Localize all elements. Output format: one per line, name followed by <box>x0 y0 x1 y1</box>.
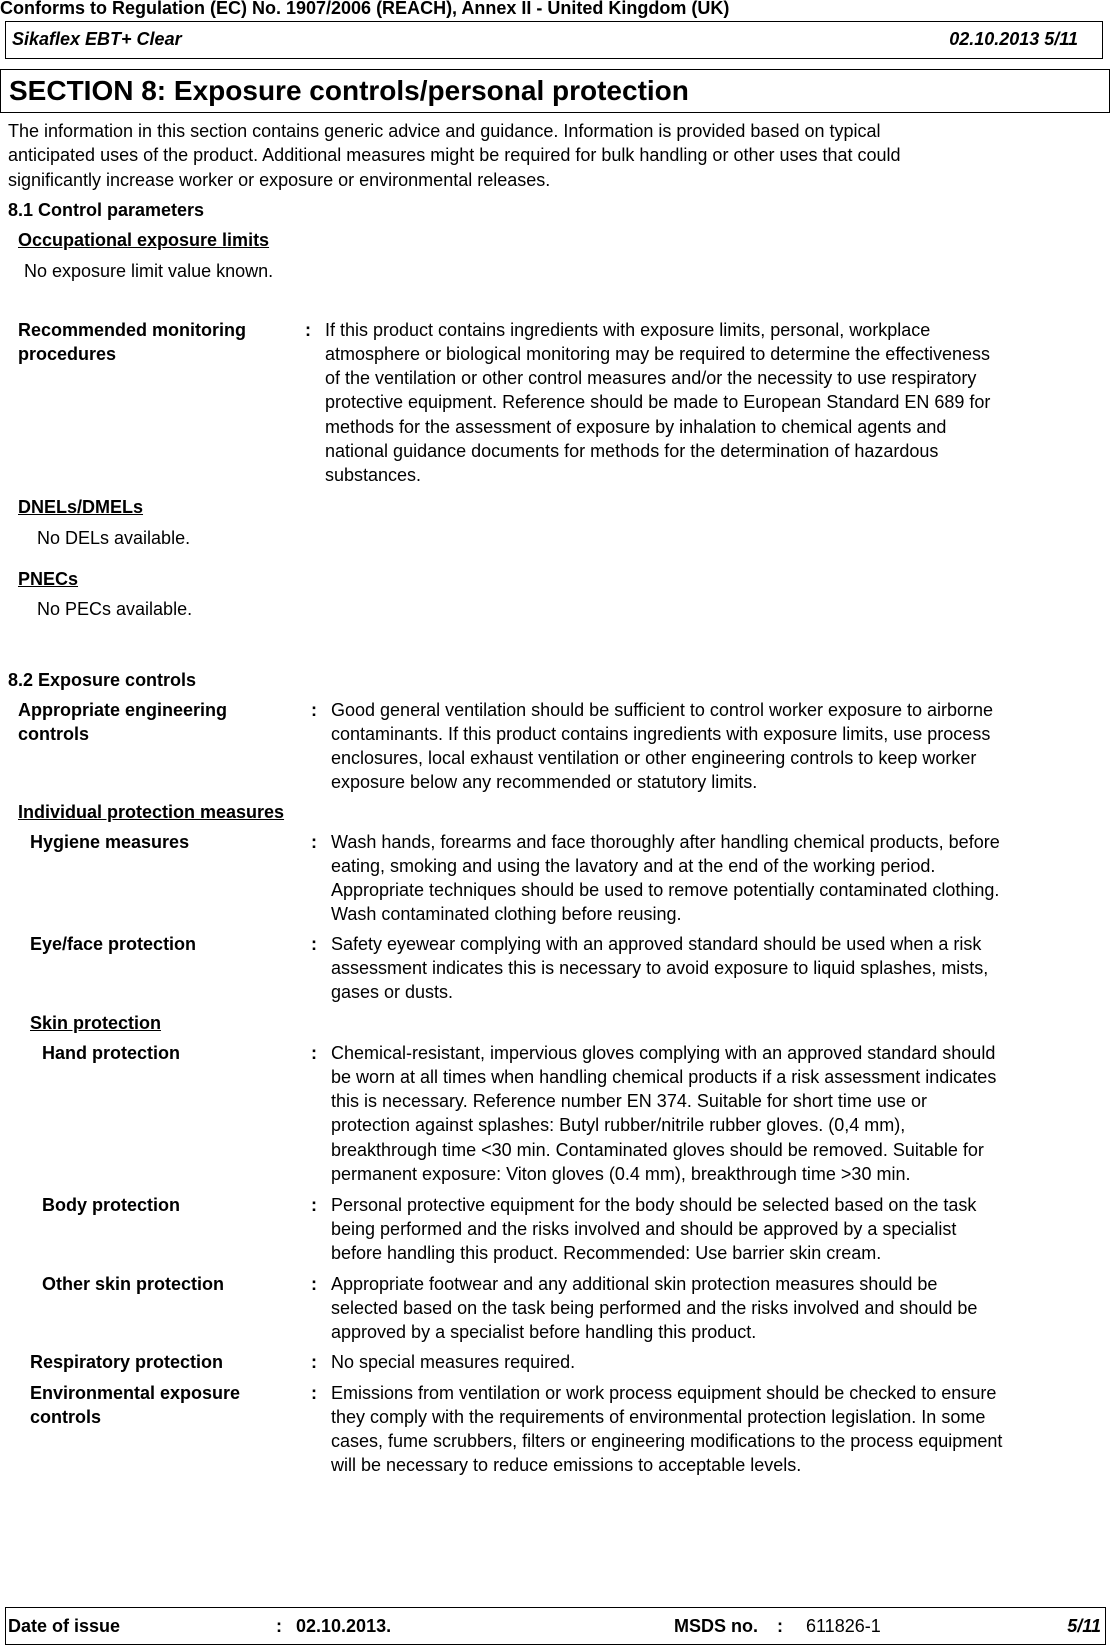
field-value-line: of the ventilation or other control measures and/or the necessity to use respiratory <box>325 368 977 389</box>
field-value-line: assessment indicates this is necessary to avoid exposure to liquid splashes, mists, <box>331 958 989 979</box>
field-label: Eye/face protection <box>30 934 197 954</box>
field-colon: : <box>305 320 311 340</box>
subheading: Skin protection <box>30 1013 162 1033</box>
field-value-line: Wash hands, forearms and face thoroughly after handling chemical products, before <box>331 832 1000 852</box>
regulation-line: Conforms to Regulation (EC) No. 1907/2006 (REACH), Annex II - United Kingdom (UK) <box>0 0 730 18</box>
section-title-box <box>0 69 1110 113</box>
footer-page-number: 5/11 <box>1067 1616 1101 1636</box>
field-value-line: Emissions from ventilation or work process equipment should be checked to ensure <box>331 1383 997 1403</box>
statement-text: No DELs available. <box>37 528 191 548</box>
subheading: DNELs/DMELs <box>18 497 144 517</box>
field-value-line: methods for the assessment of exposure by inhalation to chemical agents and <box>325 416 947 437</box>
msds-number: 611826-1 <box>806 1616 881 1636</box>
field-value-line: this is necessary. Reference number EN 374. Suitable for short time use or <box>331 1091 927 1112</box>
field-label: Appropriate engineering <box>18 700 228 720</box>
field-colon: : <box>311 1383 317 1403</box>
field-value-line: they comply with the requirements of environmental protection legislation. In some <box>331 1407 986 1428</box>
field-value-line: Wash contaminated clothing before reusing. <box>331 904 682 925</box>
field-label: Hygiene measures <box>30 832 190 852</box>
field-label: Body protection <box>42 1195 180 1215</box>
statement-text: No exposure limit value known. <box>24 261 274 281</box>
section-title: SECTION 8: Exposure controls/personal protection <box>9 75 689 106</box>
field-value-line: being performed and the risks involved and should be approved by a specialist <box>331 1219 957 1240</box>
field-value-line: Personal protective equipment for the body should be selected based on the task <box>331 1195 977 1215</box>
intro-line: The information in this section contains generic advice and guidance. Information is provided based on typical <box>8 121 881 141</box>
field-value-line: contaminants. If this product contains ingredients with exposure limits, use process <box>331 724 991 745</box>
field-value-line: gases or dusts. <box>331 982 454 1003</box>
field-value-line: eating, smoking and using the lavatory and at the end of the working period. <box>331 856 936 877</box>
field-label: controls <box>18 724 90 745</box>
field-colon: : <box>311 1043 317 1063</box>
field-value-line: exposure below any recommended or statutory limits. <box>331 772 758 793</box>
field-value-line: protection against splashes: Butyl rubber/nitrile rubber gloves. (0,4 mm), <box>331 1115 906 1136</box>
field-value-line: be worn at all times when handling chemical products if a risk assessment indicates <box>331 1067 997 1088</box>
field-value-line: Appropriate techniques should be used to remove potentially contaminated clothing. <box>331 880 1000 901</box>
field-colon: : <box>311 1352 317 1372</box>
field-label: Respiratory protection <box>30 1352 224 1372</box>
subsection-heading: 8.2 Exposure controls <box>8 670 197 690</box>
field-colon: : <box>311 700 317 720</box>
field-colon: : <box>311 934 317 954</box>
field-label: Recommended monitoring <box>18 320 247 340</box>
product-name: Sikaflex EBT+ Clear <box>12 29 182 49</box>
statement-text: No PECs available. <box>37 599 193 619</box>
field-value-line: Appropriate footwear and any additional skin protection measures should be <box>331 1274 938 1294</box>
msds-label: MSDS no. <box>674 1616 758 1636</box>
field-value-line: No special measures required. <box>331 1352 576 1372</box>
field-value-line: If this product contains ingredients with exposure limits, personal, workplace <box>325 320 931 340</box>
field-label: procedures <box>18 344 117 365</box>
date-of-issue-value: 02.10.2013. <box>296 1616 392 1636</box>
field-value-line: protective equipment. Reference should be made to European Standard EN 689 for <box>325 392 991 413</box>
footer-colon: : <box>777 1616 783 1636</box>
field-value-line: before handling this product. Recommended: Use barrier skin cream. <box>331 1243 882 1264</box>
field-value-line: enclosures, local exhaust ventilation or other engineering controls to keep worker <box>331 748 977 769</box>
field-value-line: selected based on the task being performed and the risks involved and should be <box>331 1298 978 1319</box>
field-colon: : <box>311 832 317 852</box>
header-date-page: 02.10.2013 5/11 <box>949 29 1078 49</box>
subheading: PNECs <box>18 569 79 589</box>
field-value-line: will be necessary to reduce emissions to acceptable levels. <box>331 1455 802 1476</box>
field-colon: : <box>311 1274 317 1294</box>
field-value-line: atmosphere or biological monitoring may be required to determine the effectiveness <box>325 344 991 365</box>
field-value-line: Good general ventilation should be sufficient to control worker exposure to airborne <box>331 700 994 720</box>
field-label: controls <box>30 1407 102 1428</box>
field-value-line: national guidance documents for methods for the determination of hazardous <box>325 440 939 461</box>
subheading: Occupational exposure limits <box>18 230 270 250</box>
field-label: Hand protection <box>42 1043 180 1063</box>
field-value-line: breakthrough time <30 min. Contaminated gloves should be removed. Suitable for <box>331 1139 984 1160</box>
field-colon: : <box>311 1195 317 1215</box>
field-value-line: Safety eyewear complying with an approved standard should be used when a risk <box>331 934 982 954</box>
field-value-line: cases, fume scrubbers, filters or engineering modifications to the process equipment <box>331 1431 1003 1452</box>
footer-colon: : <box>276 1616 282 1636</box>
document-header <box>5 21 1103 59</box>
field-value-line: approved by a specialist before handling this product. <box>331 1322 757 1343</box>
intro-line: anticipated uses of the product. Additional measures might be required for bulk handling or other uses that could <box>8 145 901 165</box>
subheading: Individual protection measures <box>18 802 285 822</box>
field-value-line: permanent exposure: Viton gloves (0.4 mm), breakthrough time >30 min. <box>331 1163 911 1184</box>
subsection-heading: 8.1 Control parameters <box>8 200 205 220</box>
field-value-line: Chemical-resistant, impervious gloves complying with an approved standard should <box>331 1043 996 1063</box>
field-value-line: substances. <box>325 464 422 485</box>
field-label: Environmental exposure <box>30 1383 241 1403</box>
document-footer <box>5 1607 1106 1645</box>
intro-line: significantly increase worker or exposure or environmental releases. <box>8 170 551 190</box>
date-of-issue-label: Date of issue <box>8 1616 121 1636</box>
field-label: Other skin protection <box>42 1274 225 1294</box>
